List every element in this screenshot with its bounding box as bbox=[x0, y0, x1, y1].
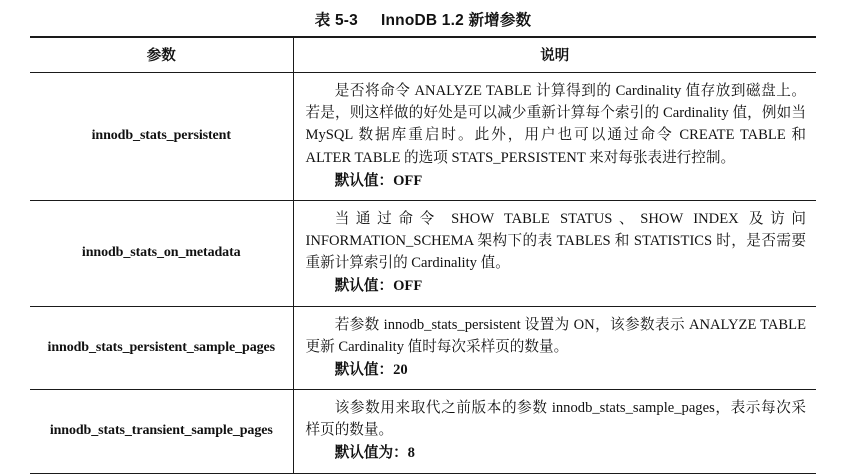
description-paragraph: 该参数用来取代之前版本的参数 innodb_stats_sample_pages，表示每次采样页的数量。 bbox=[305, 400, 806, 439]
description-body bbox=[294, 201, 817, 306]
parameter-description-cell bbox=[293, 306, 816, 390]
parameter-name: innodb_stats_persistent_sample_pages bbox=[47, 339, 275, 355]
params-table-container bbox=[30, 36, 816, 474]
description-body bbox=[294, 390, 817, 473]
parameter-name-cell bbox=[30, 390, 293, 474]
table-row bbox=[30, 200, 816, 306]
default-label: 默认值： bbox=[334, 278, 394, 295]
default-value-line bbox=[306, 170, 807, 192]
parameter-name-cell bbox=[30, 200, 293, 306]
default-value: 20 bbox=[393, 361, 408, 378]
table-row bbox=[30, 306, 816, 390]
table-row bbox=[30, 73, 816, 201]
parameter-description-cell bbox=[293, 73, 816, 201]
default-value: OFF bbox=[393, 172, 423, 189]
table-row bbox=[30, 390, 816, 474]
caption-label: 表 5-3 bbox=[314, 12, 358, 29]
default-value-line bbox=[306, 359, 807, 381]
parameter-name-cell bbox=[30, 73, 293, 201]
parameter-description-cell bbox=[293, 200, 816, 306]
table-body bbox=[30, 73, 816, 474]
table-head bbox=[30, 37, 816, 73]
caption-title: InnoDB 1.2 新增参数 bbox=[380, 12, 532, 29]
parameter-name: innodb_stats_on_metadata bbox=[81, 245, 241, 261]
parameter-name-cell bbox=[30, 306, 293, 390]
default-value: OFF bbox=[393, 278, 423, 295]
column-header-description: 说明 bbox=[293, 37, 816, 73]
params-table bbox=[30, 36, 816, 474]
default-label: 默认值： bbox=[334, 172, 394, 189]
description-body bbox=[294, 73, 817, 200]
default-value-line bbox=[306, 442, 807, 464]
description-paragraph: 是否将命令 ANALYZE TABLE 计算得到的 Cardinality 值存放到磁盘上。若是，则这样做的好处是可以减少重新计算每个索引的 Cardinality 值，例如当 MySQL 数据库重启时。此外，用户也可以通过命令 CREATE TABLE 和 ALTER TABLE 的选项 STATS_PERSISTENT 来对每张表进行控制。 bbox=[305, 83, 806, 166]
parameter-name: innodb_stats_transient_sample_pages bbox=[49, 423, 273, 439]
parameter-name: innodb_stats_persistent bbox=[91, 128, 231, 144]
header-row bbox=[30, 37, 816, 73]
default-value: 8 bbox=[407, 445, 415, 462]
default-value-line bbox=[306, 275, 807, 297]
description-paragraph: 若参数 innodb_stats_persistent 设置为 ON，该参数表示 ANALYZE TABLE 更新 Cardinality 值时每次采样页的数量。 bbox=[305, 316, 806, 355]
table-caption bbox=[0, 8, 846, 30]
default-label: 默认值为： bbox=[334, 445, 408, 462]
column-header-parameter: 参数 bbox=[30, 37, 293, 73]
default-label: 默认值： bbox=[334, 361, 394, 378]
description-body bbox=[294, 307, 817, 390]
parameter-description-cell bbox=[293, 390, 816, 474]
description-paragraph: 当通过命令 SHOW TABLE STATUS、SHOW INDEX 及访问 INFORMATION_SCHEMA 架构下的表 TABLES 和 STATISTICS 时，是否需要重新计算索引的 Cardinality 值。 bbox=[305, 210, 806, 272]
